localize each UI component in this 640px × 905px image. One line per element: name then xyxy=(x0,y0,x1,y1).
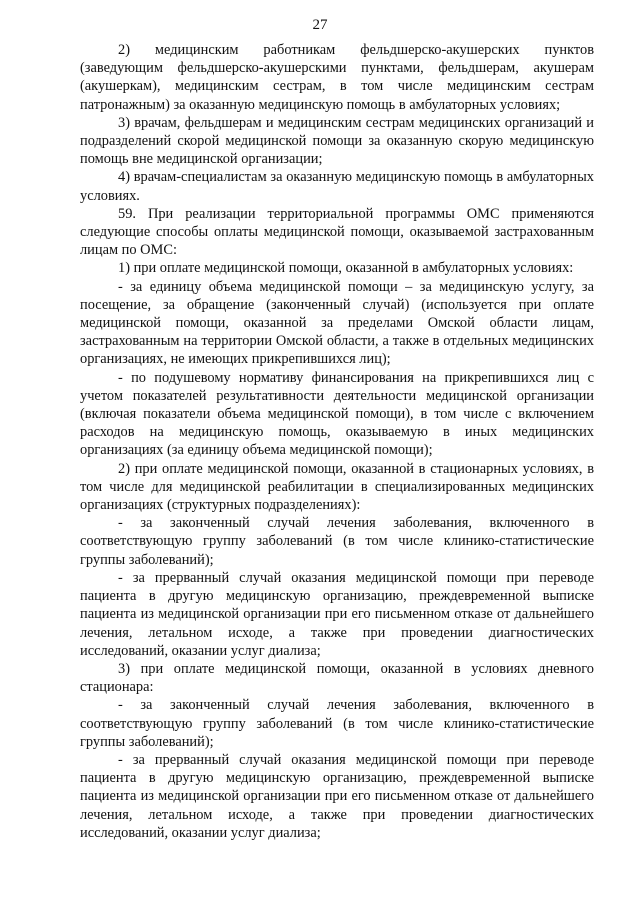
page-number: 27 xyxy=(312,17,328,33)
paragraph-item-2-feldsher-points: 2) медицинским работникам фельдшерско-акушерских пунктов (заведующим фельдшерско-акушерскими пунктами, фельдшерам, акушерам (акушеркам), медицинским сестрам, в том числе медицинским сестрам патронажным) за оказанную медицинскую помощь в амбулаторных условиях; xyxy=(80,42,594,113)
paragraph-inpatient-interrupted-case: - за прерванный случай оказания медицинской помощи при переводе пациента в другую медицинскую организацию, преждевременной выписке пациента из медицинской организации при его письменном отказе от дальнейшего лечения, летальном исходе, а также при проведении диагностических исследований, оказании услуг диализа; xyxy=(80,569,594,659)
paragraph-item-3-emergency-care: 3) врачам, фельдшерам и медицинским сестрам медицинских организаций и подразделений скорой медицинской помощи за оказанную скорую медицинскую помощь вне медицинской организации; xyxy=(80,114,594,168)
paragraph-outpatient-payment: 1) при оплате медицинской помощи, оказанной в амбулаторных условиях: xyxy=(118,260,574,277)
paragraph-outpatient-per-capita: - по подушевому нормативу финансирования на прикрепившихся лиц с учетом показателей результативности деятельности медицинской организации (включая показатели объема медицинской помощи), в том числе с включением расходов на медицинскую помощь, оказываемую в иных медицинских организациях (за единицу объема медицинской помощи); xyxy=(80,369,594,459)
paragraph-outpatient-unit-volume: - за единицу объема медицинской помощи – за медицинскую услугу, за посещение, за обращение (законченный случай) (используется при оплате медицинской помощи, оказанной за пределами Омской области лицам, застрахованным на территории Омской области, а также в отдельных медицинских организациях, не имеющих прикрепившихся лиц); xyxy=(80,278,594,368)
paragraph-day-hospital-completed-case: - за законченный случай лечения заболевания, включенного в соответствующую группу заболеваний (в том числе клинико-статистические группы заболеваний); xyxy=(80,697,594,750)
paragraph-day-hospital-payment: 3) при оплате медицинской помощи, оказанной в условиях дневного стационара: xyxy=(80,660,594,696)
paragraph-item-4-specialists: 4) врачам-специалистам за оказанную медицинскую помощь в амбулаторных условиях. xyxy=(80,169,594,204)
document-body xyxy=(80,41,594,842)
paragraph-section-59: 59. При реализации территориальной программы ОМС применяются следующие способы оплаты медицинской помощи, оказываемой застрахованным лицам по ОМС: xyxy=(80,205,594,259)
paragraph-inpatient-payment: 2) при оплате медицинской помощи, оказанной в стационарных условиях, в том числе для медицинской реабилитации в специализированных медицинских организациях (структурных подразделениях): xyxy=(80,460,594,514)
paragraph-day-hospital-interrupted-case: - за прерванный случай оказания медицинской помощи при переводе пациента в другую медицинскую организацию, преждевременной выписке пациента из медицинской организации при его письменном отказе от дальнейшего лечения, летальном исходе, а также при проведении диагностических исследований, оказании услуг диализа; xyxy=(80,751,594,841)
paragraph-inpatient-completed-case: - за законченный случай лечения заболевания, включенного в соответствующую группу заболеваний (в том числе клинико-статистические группы заболеваний); xyxy=(80,515,594,568)
